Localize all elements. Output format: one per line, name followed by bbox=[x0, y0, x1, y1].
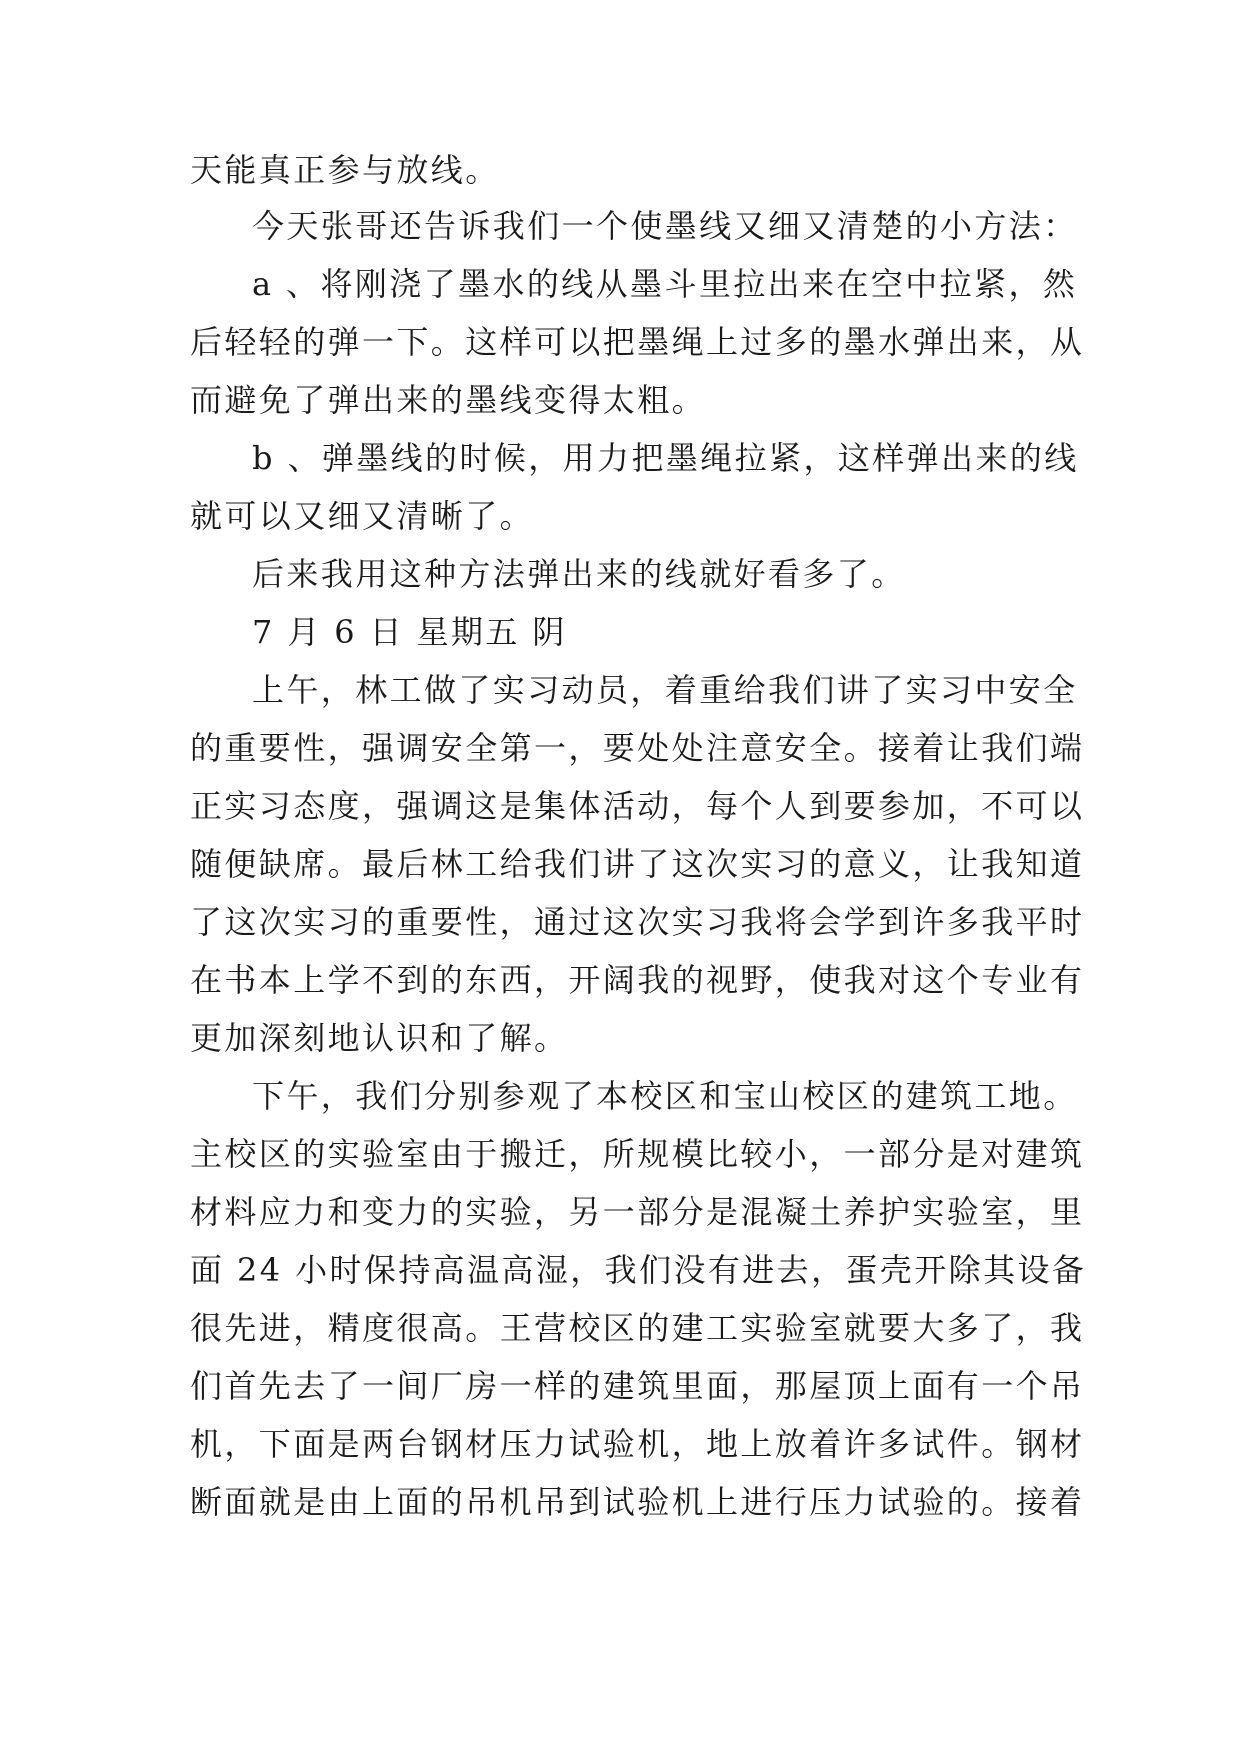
text-line: 机，下面是两台钢材压力试验机，地上放着许多试件。钢材 bbox=[190, 1425, 1085, 1463]
text-line: 材料应力和变力的实验，另一部分是混凝土养护实验室，里 bbox=[190, 1193, 1085, 1231]
date-heading: 7 月 6 日 星期五 阴 bbox=[252, 613, 567, 651]
text-line: 上午，林工做了实习动员，着重给我们讲了实习中安全 bbox=[252, 671, 1078, 709]
text-line: 随便缺席。最后林工给我们讲了这次实习的意义，让我知道 bbox=[190, 845, 1085, 883]
text-line: 就可以又细又清晰了。 bbox=[190, 497, 535, 535]
text-line: 在书本上学不到的东西，开阔我的视野，使我对这个专业有 bbox=[190, 961, 1085, 999]
text-line: 正实习态度，强调这是集体活动，每个人到要参加，不可以 bbox=[190, 787, 1085, 825]
text-line: 面 24 小时保持高温高湿，我们没有进去，蛋壳开除其设备 bbox=[190, 1251, 1087, 1289]
text-line: 断面就是由上面的吊机吊到试验机上进行压力试验的。接着 bbox=[190, 1483, 1085, 1521]
text-line: 今天张哥还告诉我们一个使墨线又细又清楚的小方法： bbox=[252, 207, 1078, 245]
text-line: a 、将刚浇了墨水的线从墨斗里拉出来在空中拉紧，然 bbox=[252, 265, 1078, 303]
text-line: 们首先去了一间厂房一样的建筑里面，那屋顶上面有一个吊 bbox=[190, 1367, 1085, 1405]
text-line: 主校区的实验室由于搬迁，所规模比较小，一部分是对建筑 bbox=[190, 1135, 1085, 1173]
text-line: 的重要性，强调安全第一，要处处注意安全。接着让我们端 bbox=[190, 729, 1085, 767]
text-line: 很先进，精度很高。王营校区的建工实验室就要大多了，我 bbox=[190, 1309, 1085, 1347]
text-line: 更加深刻地认识和了解。 bbox=[190, 1019, 569, 1057]
text-line: 了这次实习的重要性，通过这次实习我将会学到许多我平时 bbox=[190, 903, 1085, 941]
text-line: b 、弹墨线的时候，用力把墨绳拉紧，这样弹出来的线 bbox=[252, 439, 1079, 477]
text-line: 而避免了弹出来的墨线变得太粗。 bbox=[190, 381, 707, 419]
text-line: 天能真正参与放线。 bbox=[190, 151, 500, 189]
text-line: 后轻轻的弹一下。这样可以把墨绳上过多的墨水弹出来，从 bbox=[190, 323, 1085, 361]
text-line: 后来我用这种方法弹出来的线就好看多了。 bbox=[252, 555, 906, 593]
text-line: 下午，我们分别参观了本校区和宝山校区的建筑工地。 bbox=[252, 1077, 1078, 1115]
